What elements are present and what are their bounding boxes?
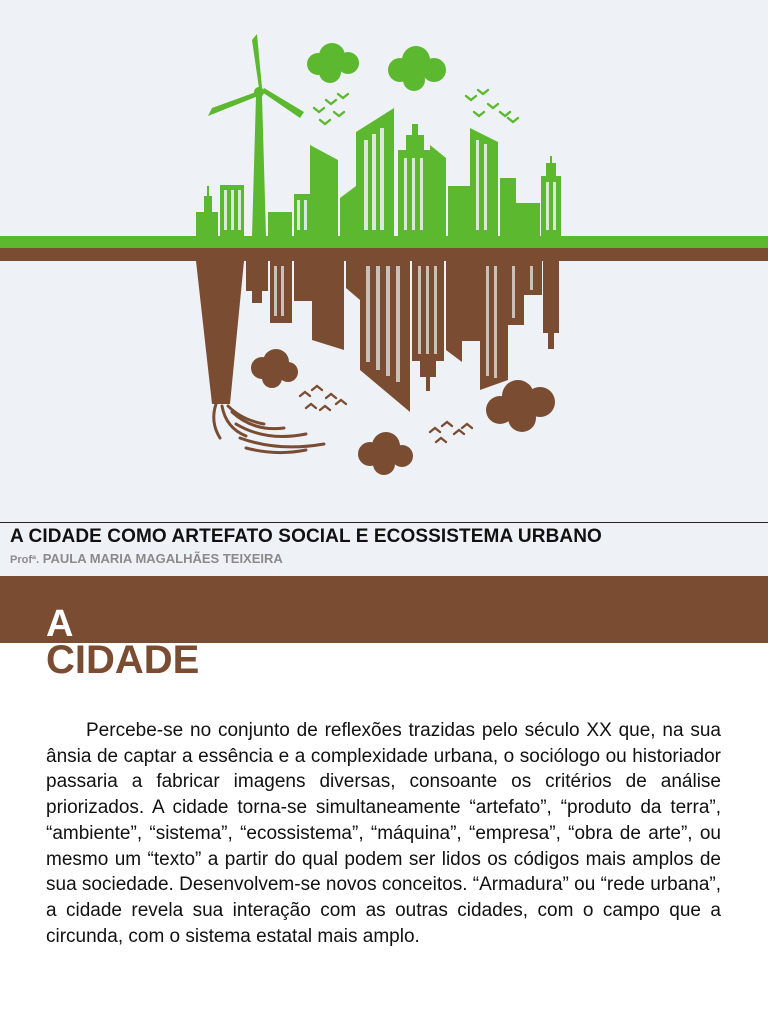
document-title: A CIDADE COMO ARTEFATO SOCIAL E ECOSSISTEMA URBANO (10, 526, 602, 547)
tree-icon (388, 46, 446, 91)
tree-icon (358, 432, 413, 475)
section-heading (46, 603, 200, 682)
body-paragraph: Percebe-se no conjunto de reflexões trazidas pelo século XX que, na sua ânsia de captar a essência e a complexidade urbana, o sociólogo ou historiador passaria a fabricar imagens diversas, consoante os critérios de análise priorizados. A cidade torna-se simultaneamente “artefato”, “produto da terra”, “ambiente”, “sistema”, “ecossistema”, “máquina”, “empresa”, “obra de arte”, ou mesmo um “texto” a partir do qual podem ser lidos os códigos mais amplos de sua sociedade. Desenvolvem-se novos conceitos. “Armadura” ou “rede urbana”, a cidade revela sua interação com as outras cidades, com o campo que a circunda, com o sistema estatal mais amplo. (46, 720, 721, 947)
green-skyline-icon (196, 108, 561, 236)
tree-icon (486, 380, 555, 432)
section-heading-line2: CIDADE (46, 638, 200, 682)
grass-line (0, 236, 768, 248)
soil-line (0, 248, 768, 261)
tree-icon (307, 43, 359, 83)
roots-icon (214, 404, 324, 453)
author-prefix: Profª. (10, 554, 40, 566)
bird-flock-icon (314, 90, 518, 124)
author-line (10, 551, 283, 566)
author-name: PAULA MARIA MAGALHÃES TEIXEIRA (42, 551, 283, 566)
tree-icon (251, 349, 298, 388)
section-heading-line1: A (46, 603, 74, 645)
